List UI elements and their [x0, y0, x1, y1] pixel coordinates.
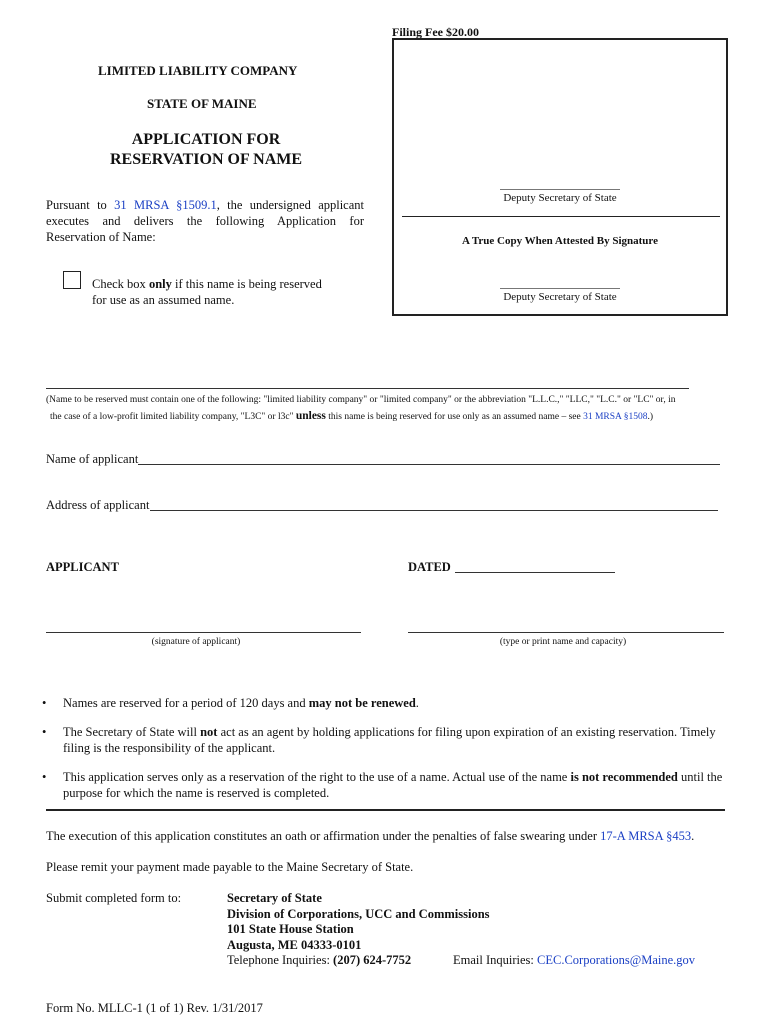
- address-line2: Division of Corporations, UCC and Commissions: [227, 906, 490, 921]
- section-divider: [46, 809, 725, 811]
- print-name-caption: (type or print name and capacity): [499, 637, 627, 647]
- bullet1-bold: may not be renewed: [308, 696, 416, 710]
- checkbox-label-post: if this name is being reserved: [171, 277, 322, 291]
- note-line2-post: .): [647, 412, 654, 422]
- mailing-address: [227, 891, 490, 969]
- office-box-divider: [402, 216, 720, 217]
- phone-number: (207) 624-7752: [333, 953, 412, 967]
- applicant-signature-line[interactable]: [46, 632, 361, 633]
- true-copy-text: A True Copy When Attested By Signature: [462, 235, 658, 247]
- address-line1: Secretary of State: [227, 891, 322, 905]
- address-line3: 101 State House Station: [227, 922, 354, 936]
- name-of-applicant-input[interactable]: [138, 464, 720, 465]
- address-line4: Augusta, ME 04333-0101: [227, 937, 362, 952]
- deputy-caption-2: Deputy Secretary of State: [503, 291, 617, 303]
- form-title-line1: APPLICATION FOR: [131, 131, 281, 148]
- statute-link-1508[interactable]: 31 MRSA §1508: [583, 412, 648, 422]
- bullet-dot: •: [42, 770, 47, 784]
- oath-pre: The execution of this application constitutes an oath or affirmation under the penalties of false swearing under: [46, 829, 601, 843]
- office-use-box: [392, 38, 728, 316]
- name-requirements-note: [46, 392, 736, 425]
- reserved-name-line[interactable]: [46, 388, 689, 389]
- oath-statement: [46, 829, 694, 844]
- checkbox-label-line2: for use as an assumed name.: [92, 293, 235, 307]
- intro-line1-post: , the undersigned applicant: [216, 198, 365, 212]
- applicant-heading: APPLICANT: [46, 560, 119, 574]
- deputy-signature-line-1: [500, 189, 620, 190]
- name-of-applicant-label: Name of applicant: [46, 452, 139, 466]
- form-title: [46, 130, 366, 170]
- submit-label: Submit completed form to:: [46, 891, 182, 905]
- note-line1: (Name to be reserved must contain one of the following: "limited liability company" or "limited company" or the abbreviation "L.L.C.," "LLC," "L.C." or "LC" or, in: [46, 395, 676, 405]
- bullet-item: [36, 695, 730, 711]
- email-link[interactable]: CEC.Corporations@Maine.gov: [537, 953, 696, 967]
- bullet-dot: •: [42, 725, 47, 739]
- bullet2-bold: not: [200, 725, 218, 739]
- bullet3-pre: This application serves only as a reservation of the right to the use of a name. Actual use of the name: [63, 770, 571, 784]
- notice-bullets: [36, 695, 730, 814]
- deputy-caption-1: Deputy Secretary of State: [503, 192, 617, 204]
- note-unless: unless: [295, 410, 326, 422]
- email-label: Email Inquiries:: [453, 953, 538, 967]
- deputy-signature-line-2: [500, 288, 620, 289]
- bullet3-post: until the purpose for which the name is reserved is completed.: [63, 770, 723, 800]
- signature-caption: (signature of applicant): [151, 637, 241, 647]
- statute-link-453[interactable]: 17-A MRSA §453: [600, 829, 692, 843]
- intro-line2: executes and delivers the following Application for: [46, 214, 364, 228]
- remit-statement: Please remit your payment made payable to the Maine Secretary of State.: [46, 860, 414, 874]
- intro-pre: Pursuant to: [46, 198, 107, 212]
- address-of-applicant-input[interactable]: [150, 510, 718, 511]
- assumed-name-checkbox[interactable]: [63, 271, 81, 289]
- bullet-item: [36, 769, 730, 801]
- bullet1-pre: Names are reserved for a period of 120 days and: [63, 696, 309, 710]
- form-number: Form No. MLLC-1 (1 of 1) Rev. 1/31/2017: [46, 1001, 263, 1015]
- form-title-line2: RESERVATION OF NAME: [109, 151, 303, 168]
- header-llc: LIMITED LIABILITY COMPANY: [98, 63, 298, 78]
- bullet2-post: act as an agent by holding applications for filing upon expiration of an existing reservation. Timely filing is the responsibility of the applicant.: [63, 725, 716, 755]
- note-line2-mid: this name is being reserved for use only as an assumed name – see: [325, 412, 584, 422]
- bullet2-pre: The Secretary of State will: [63, 725, 201, 739]
- intro-paragraph: [46, 197, 364, 245]
- bullet3-bold: is not recommended: [570, 770, 678, 784]
- dated-label: DATED: [408, 560, 451, 574]
- note-line2-pre: the case of a low-profit limited liability company, "L3C" or l3c": [50, 412, 294, 422]
- checkbox-label: [92, 276, 322, 308]
- checkbox-label-bold: only: [148, 277, 172, 291]
- filing-fee: Filing Fee $20.00: [392, 25, 479, 39]
- address-of-applicant-label: Address of applicant: [46, 498, 150, 512]
- print-name-line[interactable]: [408, 632, 724, 633]
- phone-label: Telephone Inquiries:: [227, 953, 334, 967]
- email-inquiries: [453, 953, 695, 968]
- oath-post: .: [691, 829, 695, 843]
- dated-input[interactable]: [455, 572, 615, 573]
- checkbox-label-pre: Check box: [92, 277, 149, 291]
- header-state: STATE OF MAINE: [147, 96, 257, 111]
- statute-link-1509[interactable]: 31 MRSA §1509.1: [114, 198, 217, 212]
- bullet-item: [36, 724, 730, 756]
- bullet1-post: .: [415, 696, 419, 710]
- bullet-dot: •: [42, 696, 47, 710]
- intro-line3: Reservation of Name:: [46, 230, 156, 244]
